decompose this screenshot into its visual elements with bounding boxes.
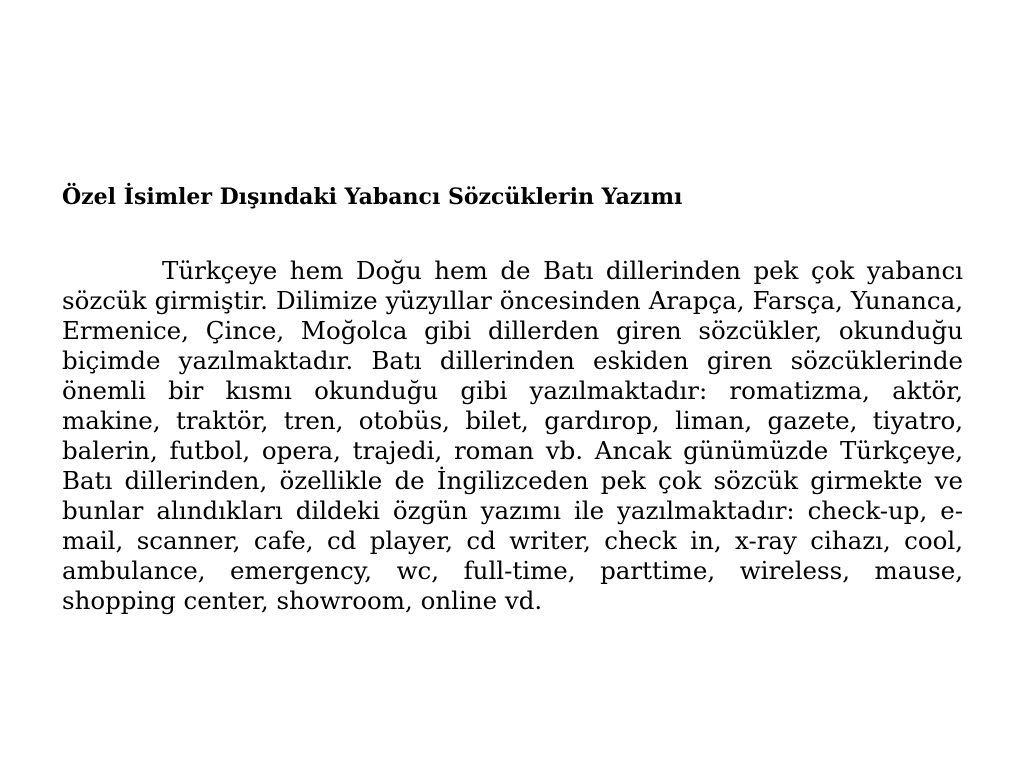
slide-heading: Özel İsimler Dışındaki Yabancı Sözcüklerin Yazımı [62, 184, 683, 210]
slide-body-paragraph: Türkçeye hem Doğu hem de Batı dillerinden pek çok yabancı sözcük girmiştir. Dilimize yüzyıllar öncesinden Arapça, Farsça, Yunanca, Ermenice, Çince, Moğolca gibi dillerden giren sözcükler, okunduğu biçimde yazılmaktadır. Batı dillerinden eskiden giren sözcüklerinde önemli bir kısmı okunduğu gibi yazılmaktadır: romatizma, aktör, makine, traktör, tren, otobüs, bilet, gardırop, liman, gazete, tiyatro, balerin, futbol, opera, trajedi, roman vb. Ancak günümüzde Türkçeye, Batı dillerinden, özellikle de İngilizceden pek çok sözcük girmekte ve bunlar alındıkları dildeki özgün yazımı ile yazılmaktadır: check-up, e-mail, scanner, cafe, cd player, cd writer, check in, x-ray cihazı, cool, ambulance, emergency, wc, full-time, parttime, wireless, mause, shopping center, showroom, online vd. [62, 256, 963, 615]
